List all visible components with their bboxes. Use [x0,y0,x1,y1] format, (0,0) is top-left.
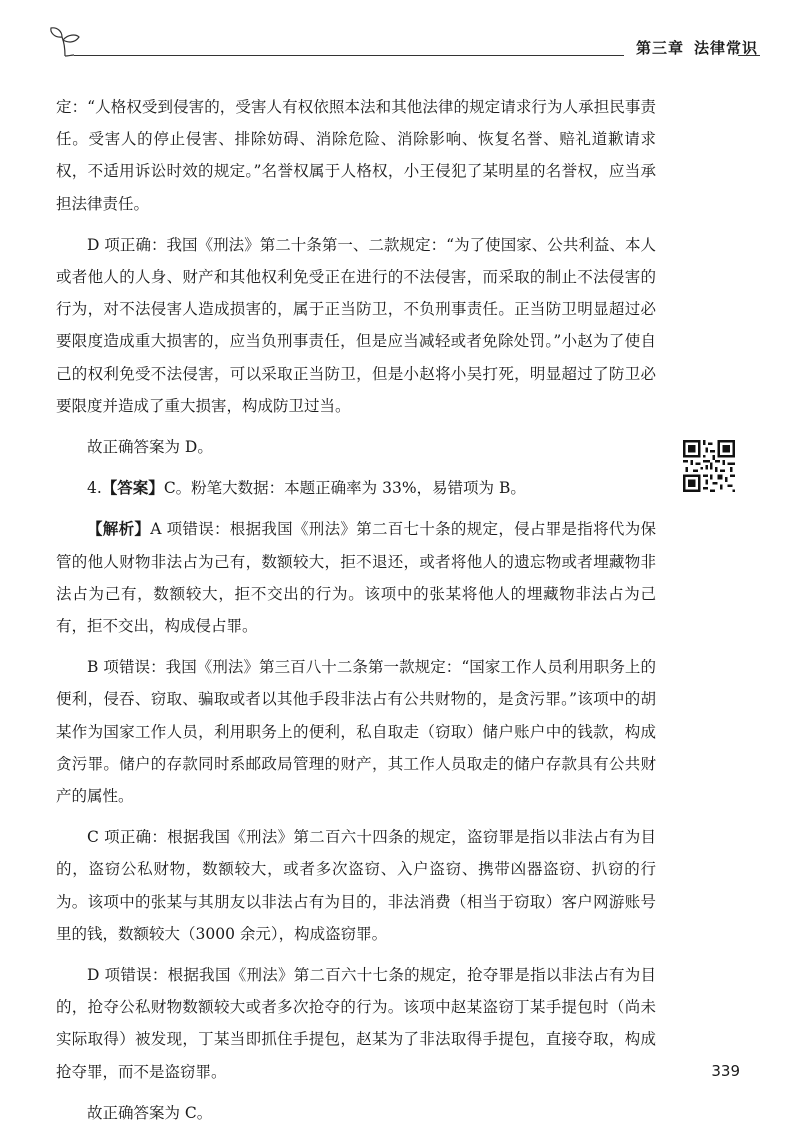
paragraph: 定：“人格权受到侵害的，受害人有权依照本法和其他法律的规定请求行为人承担民事责任。受害人的停止侵害、排除妨碍、消除危险、消除影响、恢复名誉、赔礼道歉请求权，不适用诉讼时效的规定。”名誉权属于人格权，小王侵犯了某明星的名誉权，应当承担法律责任。 [56,98,656,213]
answer-paragraph: 4.【答案】C。粉笔大数据：本题正确率为 33%，易错项为 B。 [87,478,526,498]
page-number: 339 [711,1062,740,1080]
paragraph: C 项正确：根据我国《刑法》第二百六十四条的规定，盗窃罪是指以非法占有为目的，盗窃公私财物，数额较大，或者多次盗窃、入户盗窃、携带凶器盗窃、扒窃的行为。该项中的张某与其朋友以非法占有为目的，非法消费（相当于窃取）客户网游账号里的钱，数额较大（3000 余元），构成盗窃罪。 [56,828,656,943]
paragraph: D 项正确：我国《刑法》第二十条第一、二款规定：“为了使国家、公共利益、本人或者他人的人身、财产和其他权利免受正在进行的不法侵害，而采取的制止不法侵害的行为，对不法侵害人造成损害的，属于正当防卫，不负刑事责任。正当防卫明显超过必要限度造成重大损害的，应当负刑事责任，但是应当减轻或者免除处罚。”小赵为了使自己的权利免受不法侵害，可以采取正当防卫，但是小赵将小吴打死，明显超过了防卫必要限度并造成了重大损害，构成防卫过当。 [56,235,656,415]
paragraph: D 项错误：根据我国《刑法》第二百六十七条的规定，抢夺罪是指以非法占有为目的，抢夺公私财物数额较大或者多次抢夺的行为。该项中赵某盗窃丁某手提包时（尚未实际取得）被发现，丁某当即抓住手提包，赵某为了非法取得手提包，直接夺取，构成抢夺罪，而不是盗窃罪。 [56,966,656,1081]
page-header [48,26,760,66]
paragraph: B 项错误：我国《刑法》第三百八十二条第一款规定：“国家工作人员利用职务上的便利，侵吞、窃取、骗取或者以其他手段非法占有公共财物的，是贪污罪。”该项中的胡某作为国家工作人员，利用职务上的便利，私自取走（窃取）储户账户中的钱款，构成贪污罪。储户的存款同时系邮政局管理的财产，其工作人员取走的储户存款具有公共财产的属性。 [56,658,656,806]
chapter-section: 法律常识 [694,39,759,57]
header-rule-left [74,55,624,56]
chapter-title [636,37,759,58]
paragraph: 故正确答案为 C。 [87,1103,213,1122]
analysis-paragraph: 【解析】A 项错误：根据我国《刑法》第二百七十条的规定，侵占罪是指将代为保管的他人财物非法占为己有，数额较大，拒不退还，或者将他人的遗忘物或者埋藏物非法占为己有，数额较大，拒不交出的行为。该项中的张某将他人的埋藏物非法占为己有，拒不交出，构成侵占罪。 [56,519,656,636]
page-content [56,91,656,1138]
header-rule-right [738,55,760,56]
analysis-label: 【解析】 [87,519,151,539]
paragraph: 故正确答案为 D。 [87,438,213,457]
chapter-number: 第三章 [636,39,685,57]
question-number: 4. [87,479,102,498]
qr-code-icon[interactable] [683,440,735,492]
leaf-sprout-icon [48,26,82,58]
answer-label: 【答案】 [101,478,164,498]
